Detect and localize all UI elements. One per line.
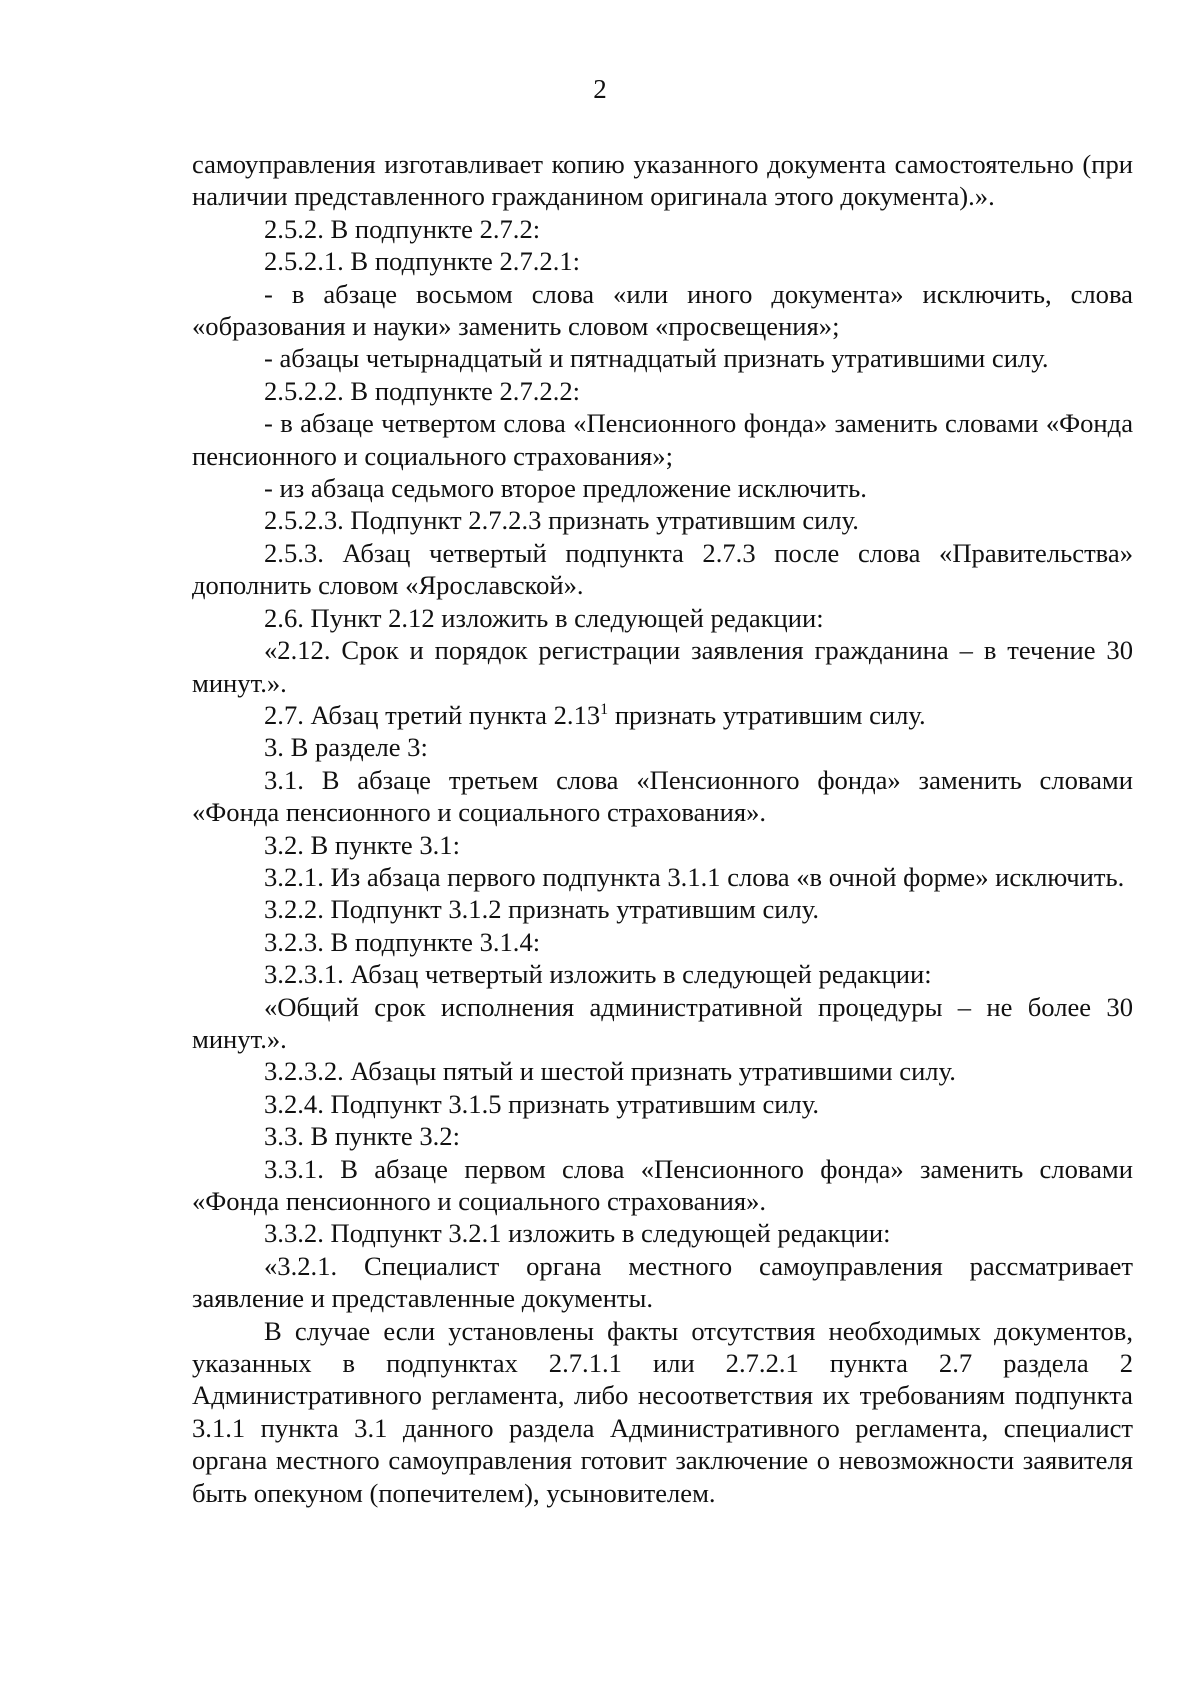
paragraph-text: 3.1. В абзаце третьем слова «Пенсионного фонда» заменить словами «Фонда пенсионного и социального страхования». [192, 764, 1133, 828]
paragraph [192, 537, 1133, 602]
paragraph-text: 3.3.2. Подпункт 3.2.1 изложить в следующей редакции: [264, 1218, 891, 1249]
paragraph [192, 342, 1133, 374]
paragraph-text: 3.2.2. Подпункт 3.1.2 признать утратившим силу. [264, 894, 820, 925]
paragraph-text: 2.5.2. В подпункте 2.7.2: [264, 213, 541, 244]
paragraph [192, 1055, 1133, 1087]
paragraph [192, 1217, 1133, 1249]
paragraph-text: «3.2.1. Специалист органа местного самоуправления рассматривает заявление и представленные документы. [192, 1250, 1133, 1314]
paragraph [192, 699, 1133, 731]
paragraph [192, 1153, 1133, 1218]
paragraph-text: - из абзаца седьмого второе предложение исключить. [264, 473, 867, 504]
paragraph-text: 3.2. В пункте 3.1: [264, 829, 460, 860]
paragraph-text: 3.3.1. В абзаце первом слова «Пенсионного фонда» заменить словами «Фонда пенсионного и социального страхования». [192, 1153, 1133, 1216]
paragraph [192, 634, 1133, 699]
paragraph [192, 926, 1133, 958]
paragraph [192, 278, 1133, 343]
paragraph [192, 245, 1133, 277]
paragraph [192, 731, 1133, 763]
paragraph [192, 504, 1133, 536]
paragraph-text: «2.12. Срок и порядок регистрации заявления гражданина – в течение 30 минут.». [192, 635, 1133, 698]
paragraph-text: - в абзаце восьмом слова «или иного документа» исключить, слова «образования и науки» заменить словом «просвещения»; [192, 278, 1133, 342]
paragraph-text: 3.2.3.2. Абзацы пятый и шестой признать утратившими силу. [264, 1056, 956, 1087]
document-body [192, 148, 1133, 1509]
paragraph [192, 407, 1133, 472]
paragraph-text: 2.5.2.1. В подпункте 2.7.2.1: [264, 246, 581, 277]
paragraph [192, 893, 1133, 925]
paragraph [192, 958, 1133, 990]
paragraph-text: 2.5.3. Абзац четвертый подпункта 2.7.3 после слова «Правительства» дополнить словом «Ярославской». [192, 537, 1133, 601]
paragraph [192, 829, 1133, 861]
paragraph-text: «Общий срок исполнения административной процедуры – не более 30 минут.». [192, 991, 1133, 1054]
paragraph [192, 991, 1133, 1056]
paragraph-text: 2.5.2.3. Подпункт 2.7.2.3 признать утратившим силу. [264, 505, 859, 536]
superscript: 1 [600, 701, 609, 719]
paragraph [192, 1315, 1133, 1509]
paragraph [192, 148, 1133, 213]
paragraph-text: - абзацы четырнадцатый и пятнадцатый признать утратившими силу. [264, 343, 1049, 374]
paragraph-text: 3.3. В пункте 3.2: [264, 1121, 460, 1152]
paragraph [192, 1250, 1133, 1315]
paragraph-text: 2.5.2.2. В подпункте 2.7.2.2: [264, 375, 581, 406]
paragraph-text: 3.2.4. Подпункт 3.1.5 признать утратившим силу. [264, 1088, 820, 1119]
paragraph [192, 861, 1133, 893]
paragraph-text: 3. В разделе 3: [264, 732, 428, 763]
paragraph-text: 2.6. Пункт 2.12 изложить в следующей редакции: [264, 602, 824, 633]
paragraph [192, 472, 1133, 504]
paragraph [192, 375, 1133, 407]
paragraph-text: 3.2.1. Из абзаца первого подпункта 3.1.1 слова «в очной форме» исключить. [264, 861, 1125, 892]
paragraph [192, 1088, 1133, 1120]
paragraph-text: самоуправления изготавливает копию указанного документа самостоятельно (при наличии представленного гражданином оригинала этого документа).». [192, 149, 1133, 212]
paragraph [192, 1120, 1133, 1152]
paragraph-text: - в абзаце четвертом слова «Пенсионного фонда» заменить словами «Фонда пенсионного и социального страхования»; [192, 408, 1133, 471]
paragraph [192, 764, 1133, 829]
paragraph-text: В случае если установлены факты отсутствия необходимых документов, указанных в подпунктах 2.7.1.1 или 2.7.2.1 пункта 2.7 раздела 2 Административного регламента, либо несоответствия их требованиям подпункта 3.1.1 пункта 3.1 данного раздела Административного регламента, специалист органа местного самоуправления готовит заключение о невозможности заявителя быть опекуном (попечителем), усыновителем. [192, 1315, 1133, 1508]
page-number: 2 [593, 74, 607, 104]
paragraph [192, 602, 1133, 634]
paragraph-text: 2.7. Абзац третий пункта 2.13 [264, 699, 601, 730]
paragraph [192, 213, 1133, 245]
paragraph-text: 3.2.3. В подпункте 3.1.4: [264, 926, 541, 957]
paragraph-text-continued: признать утратившим силу. [608, 699, 926, 730]
paragraph-text: 3.2.3.1. Абзац четвертый изложить в следующей редакции: [264, 959, 932, 990]
